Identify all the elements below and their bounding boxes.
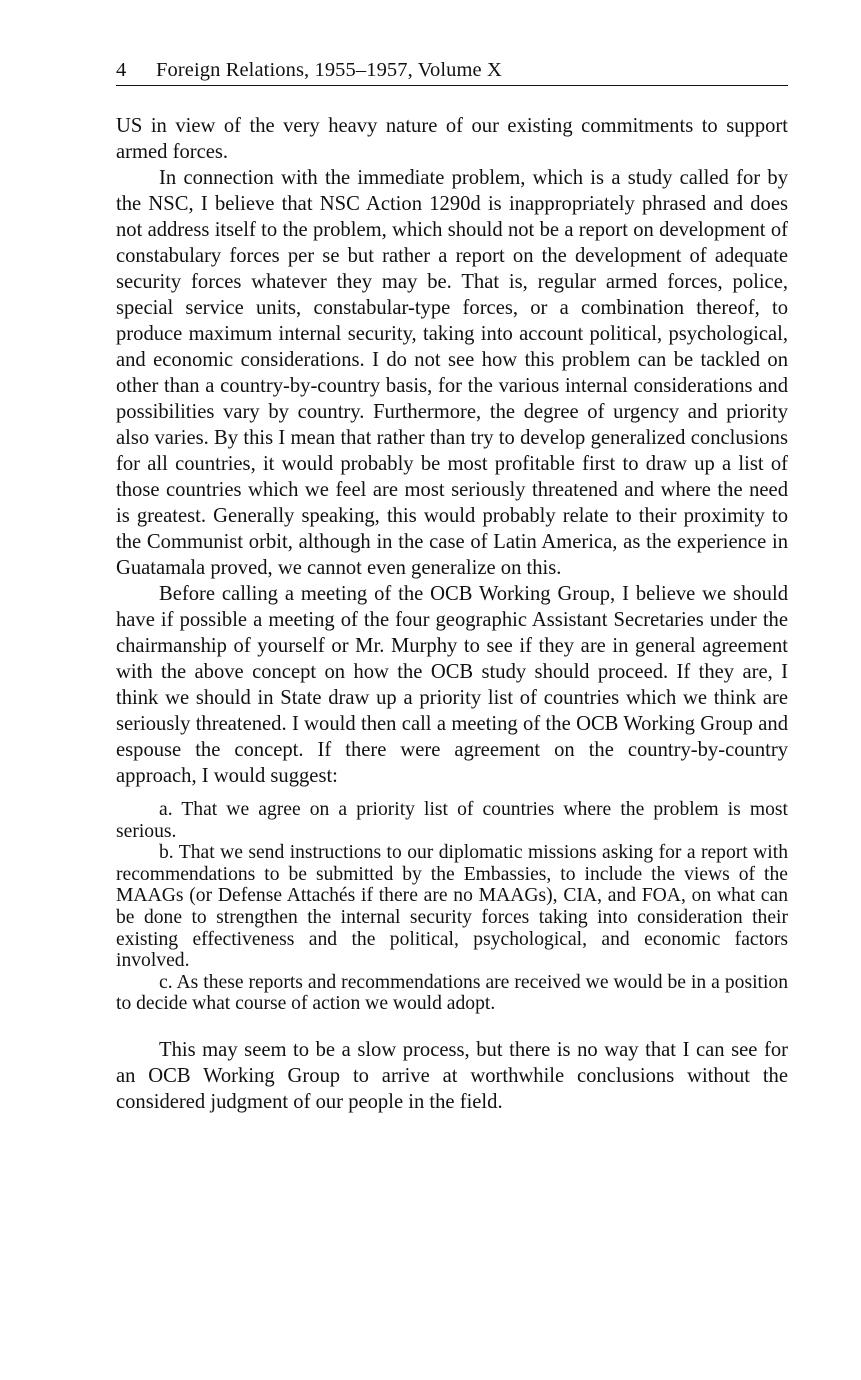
closing-paragraph: This may seem to be a slow process, but there is no way that I can see for an OCB Working Group to arrive at worthwhile conclusions without the considered judgment of our people in the field. [116,1038,788,1113]
running-header [116,58,788,86]
suggestion-list [116,799,788,1015]
paragraph-immediate-problem: In connection with the immediate problem, which is a study called for by the NSC, I believe that NSC Action 1290d is inappropriately phrased and does not address itself to the problem, which should not be a report on development of constabulary forces per se but rather a report on the development of adequate security forces whatever they may be. That is, regular armed forces, police, special service units, constabular-type forces, or a combination thereof, to produce maximum internal security, taking into account political, psychological, and economic considerations. I do not see how this problem can be tackled on other than a country-by-country basis, for the various internal considerations and possibilities vary by country. Furthermore, the degree of urgency and priority also varies. By this I mean that rather than try to develop generalized conclusions for all countries, it would probably be most profitable first to draw up a list of those countries which we feel are most seriously threatened and where the need is greatest. Generally speaking, this would probably relate to their proximity to the Communist orbit, although in the case of Latin America, as the experience in Guatamala proved, we cannot even generalize on this. [116,167,788,579]
page-number: 4 [116,59,127,81]
paragraph-ocb-meeting: Before calling a meeting of the OCB Working Group, I believe we should have if possible a meeting of the four geographic Assistant Secretaries under the chairmanship of yourself or Mr. Murphy to see if they are in general agreement with the above concept on how the OCB study should proceed. If they are, I think we should in State draw up a priority list of countries which we think are seriously threatened. I would then call a meeting of the OCB Working Group and espouse the concept. If there were agreement on the country-by-country approach, I would suggest: [116,583,788,787]
closing-section [116,1037,788,1115]
document-page [116,58,788,1115]
suggestion-item-a: a. That we agree on a priority list of countries where the problem is most serious. [116,799,788,842]
paragraph-continuation: US in view of the very heavy nature of our existing commitments to support armed forces. [116,115,788,163]
volume-title: Foreign Relations, 1955–1957, Volume X [156,59,502,81]
suggestion-item-c: c. As these reports and recommendations are received we would be in a position to decide what course of action we would adopt. [116,971,788,1015]
main-text [116,113,788,789]
suggestion-item-b: b. That we send instructions to our diplomatic missions asking for a report with recommendations to be submitted by the Embassies, to include the views of the MAAGs (or Defense Attachés if there are no MAAGs), CIA, and FOA, on what can be done to strengthen the internal security forces taking into consideration their existing effectiveness and the political, psychological, and economic factors involved. [116,842,788,972]
